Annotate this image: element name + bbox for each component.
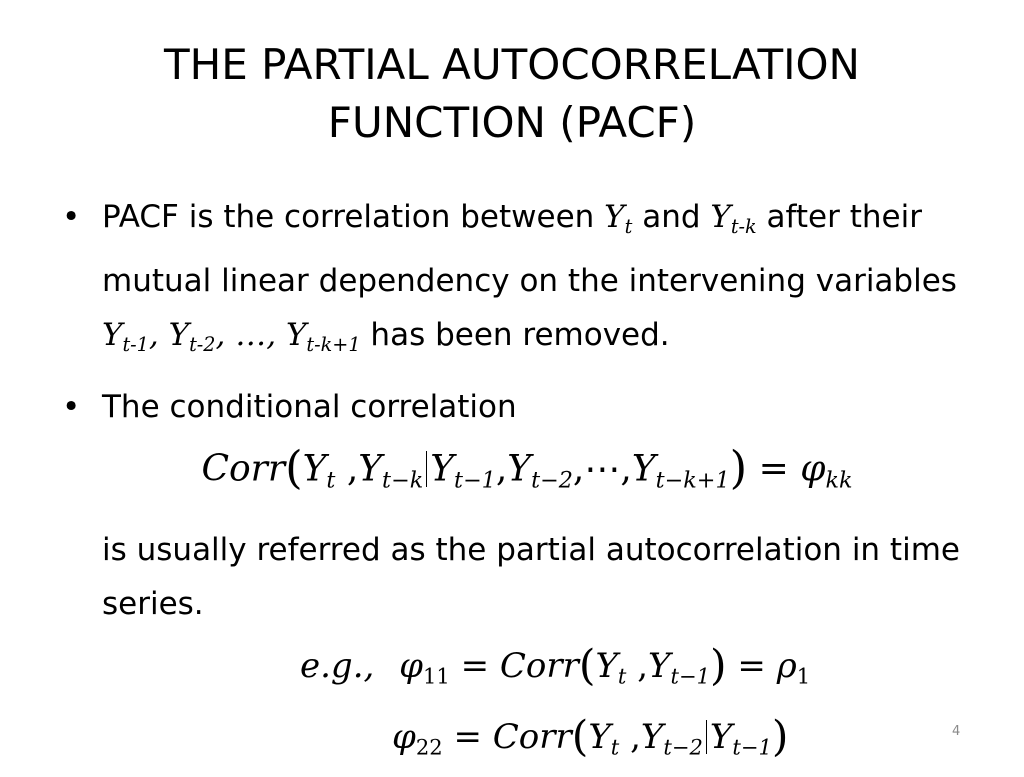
subscript: t-2 xyxy=(189,333,216,357)
var-y: Y xyxy=(595,646,618,686)
comma: , xyxy=(335,448,359,490)
text: PACF is the correlation between xyxy=(102,199,605,235)
right-paren: ) xyxy=(729,441,748,495)
separator: , xyxy=(148,317,169,354)
continuation-text: is usually referred as the partial autocorrelation in time series. xyxy=(102,531,960,622)
title-line-2: FUNCTION (PACF) xyxy=(327,98,697,147)
corr-label: Corr xyxy=(492,716,572,757)
var-y: Y xyxy=(507,448,532,490)
comma: , xyxy=(495,448,508,490)
phi-symbol: φ xyxy=(399,646,423,686)
subscript: t-k+1 xyxy=(306,333,361,357)
left-paren: ( xyxy=(285,441,303,495)
var-y: Y xyxy=(709,716,733,757)
subscript: t xyxy=(617,663,627,689)
equals: = xyxy=(449,646,500,686)
subscript: t-1 xyxy=(122,333,149,357)
subscript: t xyxy=(326,467,336,494)
text: and xyxy=(632,199,711,235)
page-number: 4 xyxy=(952,724,961,739)
slide-body xyxy=(62,190,992,631)
subscript: t-k xyxy=(730,215,757,239)
subscript: kk xyxy=(825,467,853,494)
ellipsis: , …, xyxy=(215,317,286,354)
subscript: t xyxy=(624,215,633,239)
subscript: t−2 xyxy=(663,734,703,760)
text: The conditional correlation xyxy=(102,389,517,426)
subscript: t−1 xyxy=(732,734,772,760)
example-phi22 xyxy=(300,707,840,777)
bullet-pacf-definition xyxy=(62,190,992,372)
left-paren: ( xyxy=(571,712,589,762)
conditional-bar xyxy=(426,451,427,487)
equals: = xyxy=(442,716,493,757)
example-equations xyxy=(300,636,840,777)
var-y: Y xyxy=(168,317,190,354)
dots: ,⋯, xyxy=(572,448,632,490)
slide-title xyxy=(0,36,1024,152)
subscript: t xyxy=(610,734,620,760)
var-y: Y xyxy=(102,317,123,354)
bullet-conditional-correlation xyxy=(62,380,992,434)
subscript: t−k+1 xyxy=(655,467,730,494)
var-y: Y xyxy=(430,448,454,490)
subscript: t−2 xyxy=(531,467,573,494)
phi-symbol: φ xyxy=(392,716,416,757)
text: after their mutual linear dependency on the intervening variables xyxy=(102,199,957,300)
conditional-bar xyxy=(706,720,707,754)
right-paren: ) xyxy=(771,712,789,762)
var-y: Y xyxy=(631,448,656,490)
var-y: Y xyxy=(285,317,307,354)
comma: , xyxy=(619,716,641,757)
left-paren: ( xyxy=(578,641,596,691)
eg-label: e.g., xyxy=(300,646,375,686)
var-y: Y xyxy=(640,716,664,757)
subscript: t−1 xyxy=(670,663,711,689)
bullet-dot-icon: • xyxy=(62,199,81,235)
example-phi11 xyxy=(300,636,840,707)
equals: = xyxy=(726,646,777,686)
comma: , xyxy=(626,646,649,686)
equals: = xyxy=(747,448,801,490)
right-paren: ) xyxy=(710,641,727,691)
phi-symbol: φ xyxy=(800,448,826,490)
subscript: t−1 xyxy=(453,467,496,494)
corr-label: Corr xyxy=(201,448,286,490)
corr-label: Corr xyxy=(499,646,579,686)
title-line-1: THE PARTIAL AUTOCORRELATION xyxy=(164,40,860,89)
var-y: Y xyxy=(588,716,611,757)
subscript: t−k xyxy=(382,467,424,494)
text: has been removed. xyxy=(360,317,670,354)
var-y: Y xyxy=(648,646,671,686)
var-y: Y xyxy=(302,448,327,490)
subscript: 1 xyxy=(796,663,811,689)
subscript: 11 xyxy=(422,663,450,689)
bullet-dot-icon: • xyxy=(62,389,81,426)
subscript: 22 xyxy=(415,734,443,760)
var-y: Y xyxy=(710,199,731,235)
var-y: Y xyxy=(358,448,383,490)
rho-symbol: ρ xyxy=(776,646,797,686)
equation-conditional-correlation xyxy=(62,438,992,510)
var-y: Y xyxy=(604,199,625,235)
